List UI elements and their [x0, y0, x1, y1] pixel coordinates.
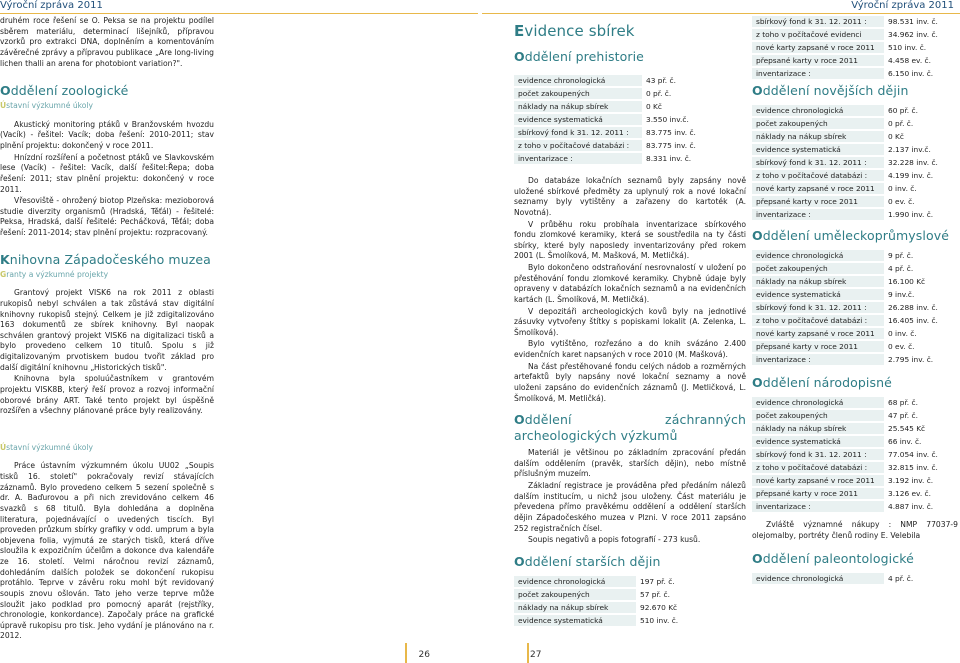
stats-label: sbírkový fond k 31. 12. 2011 : [514, 127, 642, 138]
stats-label: náklady na nákup sbírek [752, 276, 884, 287]
stats-label: sbírkový fond k 31. 12. 2011 : [752, 16, 884, 27]
stats-value: 9 př. č. [884, 250, 958, 261]
stats-value: 510 inv. č. [884, 42, 958, 53]
stats-row [752, 16, 958, 27]
modern-history-stats-table [752, 103, 958, 222]
header-title-right: Výroční zpráva 2011 [851, 0, 954, 11]
stats-value: 3.126 ev. č. [884, 488, 958, 499]
stats-row [752, 423, 958, 434]
stats-value: 16.405 inv. č. [884, 315, 958, 326]
stats-row [752, 436, 958, 447]
rescue-archaeology-paragraph-2: Základní registrace je prováděna před předáním nálezů dalším institucím, u nichž jsou uloženy. Část materiálu je převedena přímo pravěkému oddělení a oddělení starších dějin Západočeského muzea v Plzni. V roce 2011 zapsáno 252 registračních čísel. [514, 481, 746, 533]
prehistory-title: Oddělení prehistorie [514, 49, 644, 64]
stats-label: přepsané karty v roce 2011 [752, 55, 884, 66]
stats-row [752, 29, 958, 40]
stats-label: přepsané karty v roce 2011 [752, 196, 884, 207]
stats-label: evidence systematická [752, 144, 884, 155]
stats-row [752, 462, 958, 473]
evidence-title: Evidence sbírek [514, 22, 635, 40]
stats-value: 0 ev. č. [884, 196, 958, 207]
stats-row [752, 302, 958, 313]
stats-label: evidence systematická [752, 436, 884, 447]
stats-value: 34.962 inv. č. [884, 29, 958, 40]
library-paragraph-3: Práce ústavním výzkumném úkolu UU02 „Soupis tisků 16. století" pokračovaly revizí stávajících záznamů. Bylo provedeno celkem 5 sezení společně s dr. A. Baďurovou a při nich zrevidováno celkem 46 svazků s 68 titulů. Byla dohledána a doplněna literatura, pojednávající o uvedených tiscích. Byl proveden průzkum sbírky grafiky v odd. umprum a byla objevena folia, vyjmutá ze starých tisků, která dříve sloužila k expozičním účelům a dokonce dva kalendáře ze 16. století. Velmi náročnou revizí záznamů, dohledáním dalších položek se dokončení rukopisu protáhlo. Teprve v závěru roku mohl být revidovaný soupis znovu ošlován. Tato jeho verze teprve může sloužit jako podklad pro pomocný aparát (rejstříky, chronologie, konkordance). Započaly práce na grafické úpravě rukopisu pro tisk. Jeho vydání je plánováno na r. 2012. [0, 461, 214, 641]
stats-row [752, 68, 958, 79]
stats-label: sbírkový fond k 31. 12. 2011 : [752, 157, 884, 168]
stats-value: 2.795 inv. č. [884, 354, 958, 365]
stats-value: 25.545 Kč [884, 423, 958, 434]
stats-label: evidence chronologická [514, 576, 636, 587]
stats-row [752, 55, 958, 66]
zoology-paragraph-2: Hnízdní rozšíření a početnost ptáků ve Slavkovském lese (Vacík) - řešitel: Vacík, další řešitel:Řepa; doba řešení: 2011; stav plnění projektu: dokončený v roce 2011. [0, 152, 214, 194]
page-header [0, 0, 960, 13]
stats-value: 57 př. č. [636, 589, 746, 600]
stats-value: 92.670 Kč [636, 602, 746, 613]
stats-label: nové karty zapsané v roce 2011 [752, 183, 884, 194]
stats-row [752, 328, 958, 339]
stats-row [514, 153, 746, 164]
prehistory-paragraph-5: Bylo vytištěno, rozřezáno a do knih svázáno 2.400 evidenčních karet napsaných v roce 2010 (M. Mašková). [514, 339, 746, 359]
stats-label: nové karty zapsané v roce 2011 [752, 42, 884, 53]
stats-row [752, 449, 958, 460]
stats-value: 83.775 inv. č. [642, 140, 746, 151]
prehistory-paragraph-3: Bylo dokončeno odstraňování nesrovnalostí v uložení po přestěhování fondu zlomkové keramiky. Chybně údaje byly opraveny v databázích lokačních seznamů a na evidenčních kartách (L. Šmolíková, M. Metličká). [514, 263, 746, 304]
rescue-archaeology-paragraph-1: Materiál je většinou po základním zpracování předán dalším oddělením (pravěk, starších dějin), nebo místně příslušným muzeím. [514, 448, 746, 479]
stats-row [514, 615, 746, 626]
ethnography-title: Oddělení národopisné [752, 375, 892, 390]
stats-label: z toho v počítačové databázi : [514, 140, 642, 151]
stats-label: inventarizace : [752, 501, 884, 512]
stats-value: 66 inv. č. [884, 436, 958, 447]
stats-label: přepsané karty v roce 2011 [752, 488, 884, 499]
stats-value: 3.550 inv.č. [642, 114, 746, 125]
stats-row [752, 42, 958, 53]
library-subtitle: Granty a výzkumné projekty [0, 269, 109, 279]
stats-value: 4.199 inv. č. [884, 170, 958, 181]
stats-row [752, 475, 958, 486]
stats-value: 0 př. č. [884, 118, 958, 129]
stats-label: náklady na nákup sbírek [514, 602, 636, 613]
stats-row [514, 101, 746, 112]
ethnography-note: Zvláště významné nákupy : NMP 77037-9 olejomalby, portréty členů rodiny E. Velebila [752, 520, 958, 540]
stats-label: z toho v počítačové evidenci [752, 29, 884, 40]
paleontology-title: Oddělení paleontologické [752, 551, 914, 567]
stats-value: 47 př. č. [884, 410, 958, 421]
library-paragraph-2: Knihovna byla spoluúčastníkem v grantovém projektu VISK8B, který řeší provoz a rozvoj informační oborové brány ART. Také tento projekt byl úspěšně rozšířen a všechny plánované práce byly realizovány. [0, 374, 214, 416]
stats-label: náklady na nákup sbírek [514, 101, 642, 112]
stats-label: evidence systematická [514, 615, 636, 626]
stats-label: počet zakoupených [752, 263, 884, 274]
stats-row [514, 602, 746, 613]
stats-value: 60 př. č. [884, 105, 958, 116]
stats-label: z toho v počítačové databázi : [752, 315, 884, 326]
page-27-column-right [752, 16, 958, 586]
stats-row [514, 88, 746, 99]
stats-row [752, 263, 958, 274]
stats-label: evidence chronologická [752, 397, 884, 408]
stats-label: inventarizace : [752, 354, 884, 365]
stats-row [752, 501, 958, 512]
stats-row [752, 144, 958, 155]
stats-row [752, 209, 958, 220]
stats-row [752, 118, 958, 129]
stats-row [752, 276, 958, 287]
stats-label: evidence systematická [752, 289, 884, 300]
stats-value: 16.100 Kč [884, 276, 958, 287]
stats-row [752, 196, 958, 207]
stats-value: 9 inv.č. [884, 289, 958, 300]
stats-label: inventarizace : [514, 153, 642, 164]
stats-row [752, 105, 958, 116]
older-history-title: Oddělení starších dějin [514, 553, 661, 569]
stats-value: 8.331 inv. č. [642, 153, 746, 164]
page-number-right: 27 [530, 650, 542, 660]
page-26-column [0, 16, 214, 643]
stats-row [514, 576, 746, 587]
stats-row [752, 573, 958, 584]
zoology-subtitle: Ústavní výzkumné úkoly [0, 101, 94, 111]
prehistory-paragraph-4: V depozitáři archeologických kovů byly na jednotlivé zásuvky vytvořeny štítky s popiskami lokalit (A. Zelenka, L. Šmolíková). [514, 306, 746, 337]
prehistory-paragraph-1: Do databáze lokačních seznamů byly zapsány nově uložené sbírkové předměty za uplynulý rok a nové lokační seznamy byly vytištěny a zařazeny do kartoték (A. Novotná). [514, 176, 746, 217]
stats-row [752, 410, 958, 421]
stats-label: inventarizace : [752, 68, 884, 79]
stats-value: 0 př. č. [642, 88, 746, 99]
stats-row [752, 157, 958, 168]
library-subtitle-2: Ústavní výzkumné úkoly [0, 442, 94, 452]
stats-row [752, 488, 958, 499]
stats-value: 43 př. č. [642, 75, 746, 86]
stats-value: 4.458 ev. č. [884, 55, 958, 66]
stats-label: z toho v počítačové databázi : [752, 170, 884, 181]
stats-label: náklady na nákup sbírek [752, 423, 884, 434]
stats-value: 2.137 inv.č. [884, 144, 958, 155]
stats-value: 32.815 inv. č. [884, 462, 958, 473]
stats-label: počet zakoupených [514, 88, 642, 99]
stats-label: sbírkový fond k 31. 12. 2011 : [752, 449, 884, 460]
stats-row [752, 397, 958, 408]
stats-row [514, 75, 746, 86]
stats-value: 1.990 inv. č. [884, 209, 958, 220]
stats-value: 0 Kč [884, 131, 958, 142]
zoology-title: Oddělení zoologické [0, 83, 129, 99]
stats-row [514, 140, 746, 151]
stats-value: 0 inv. č. [884, 328, 958, 339]
stats-row [752, 315, 958, 326]
page-number-bar-left [405, 643, 407, 663]
stats-label: počet zakoupených [752, 410, 884, 421]
stats-value: 32.228 inv. č. [884, 157, 958, 168]
older-history-stats-table [514, 574, 746, 628]
stats-value: 98.531 inv. č. [884, 16, 958, 27]
page-27-column-left [514, 16, 746, 628]
stats-label: počet zakoupených [514, 589, 636, 600]
page-number-bar-right [527, 643, 529, 663]
stats-label: nové karty zapsané v roce 2011 [752, 475, 884, 486]
stats-row [514, 127, 746, 138]
stats-label: počet zakoupených [752, 118, 884, 129]
prehistory-paragraph-2: V průběhu roku probíhala inventarizace sbírkového fondu zlomkové keramiky, která se soustředila na ty části sbírky, které byly naposledy inventarizovány před rokem 2001 (L. Šmolíková, M. Mašková, M. Metličká). [514, 219, 746, 261]
stats-value: 4 př. č. [884, 263, 958, 274]
stats-value: 197 př. č. [636, 576, 746, 587]
stats-row [514, 114, 746, 125]
prehistory-stats-table [514, 73, 746, 166]
rescue-archaeology-title: Oddělení záchranných archeologických výzkumů [514, 412, 746, 444]
stats-value: 3.192 inv. č. [884, 475, 958, 486]
stats-label: evidence chronologická [752, 250, 884, 261]
stats-row [752, 289, 958, 300]
stats-label: inventarizace : [752, 209, 884, 220]
stats-row [752, 131, 958, 142]
ethnography-stats-table [752, 395, 958, 514]
header-rule-left [0, 13, 478, 14]
stats-label: evidence chronologická [752, 573, 884, 584]
stats-row [752, 354, 958, 365]
stats-label: evidence systematická [514, 114, 642, 125]
stats-value: 6.150 inv. č. [884, 68, 958, 79]
stats-value: 77.054 inv. č. [884, 449, 958, 460]
stats-value: 4 př. č. [884, 573, 958, 584]
stats-label: sbírkový fond k 31. 12. 2011 : [752, 302, 884, 313]
stats-value: 26.288 inv. č. [884, 302, 958, 313]
stats-label: přepsané karty v roce 2011 [752, 341, 884, 352]
header-title-left: Výroční zpráva 2011 [0, 0, 103, 11]
stats-row [752, 183, 958, 194]
stats-value: 0 ev. č. [884, 341, 958, 352]
stats-label: náklady na nákup sbírek [752, 131, 884, 142]
applied-arts-title: Oddělení uměleckoprůmyslové [752, 228, 949, 243]
prehistory-paragraph-6: Na část přestěhované fondu celých nádob a rozměrných artefaktů byly napsány nové lokační seznamy a nově uloženi zapsáno do evidenčních záznamů (J. Metličková, L. Šmolíková, M. Metličká). [514, 361, 746, 403]
stats-row [752, 250, 958, 261]
stats-value: 4.887 inv. č. [884, 501, 958, 512]
paleontology-stats-table [752, 571, 958, 586]
zoology-paragraph-1: Akustický monitoring ptáků v Branžovském hvozdu (Vacík) - řešitel: Vacík; doba řešení: 2010-2011; stav plnění projektu: dokončený v roce 2011. [0, 119, 214, 150]
stats-label: evidence chronologická [752, 105, 884, 116]
stats-label: evidence chronologická [514, 75, 642, 86]
stats-row [752, 341, 958, 352]
stats-label: nové karty zapsané v roce 2011 [752, 328, 884, 339]
continued-stats-table [752, 14, 958, 81]
stats-value: 68 př. č. [884, 397, 958, 408]
library-title: Knihovna Západočeského muzea [0, 251, 211, 267]
rescue-archaeology-paragraph-3: Soupis negativů a popis fotografií - 273 kusů. [528, 535, 701, 545]
stats-value: 510 inv. č. [636, 615, 746, 626]
applied-arts-stats-table [752, 248, 958, 367]
stats-row [752, 170, 958, 181]
stats-value: 0 inv. č. [884, 183, 958, 194]
stats-row [514, 589, 746, 600]
stats-value: 83.775 inv. č. [642, 127, 746, 138]
stats-label: z toho v počítačové databázi : [752, 462, 884, 473]
intro-paragraph: druhém roce řešení se O. Peksa se na projektu podílel sběrem materiálu, determinací lišejníků, přípravou vzorků pro extrakci DNA, doplněním a komentováním závěrečné zprávy a přípravou publikace „Are long-living lichen thalli an arena for photobiont variation?". [0, 16, 214, 68]
modern-history-title: Oddělení novějších dějin [752, 83, 909, 98]
page-number-left: 26 [418, 650, 430, 660]
stats-value: 0 Kč [642, 101, 746, 112]
zoology-paragraph-3: Vřesoviště - ohrožený biotop Plzeňska: mezioborová studie diverzity organismů (Hradská, Těťál) - řešitelé: Peksa, Hradská, další řešitelé: Pecháčková, Těťál; doba řešení: 2011-2014; stav plnění projektu: rozpracovaný. [0, 196, 214, 237]
library-paragraph-1: Grantový projekt VISK6 na rok 2011 z oblasti rukopisů nebyl schválen a tak zůstává stav digitální knihovny rukopisů stejný. Celkem je již zdigitalizováno 163 dokumentů ze sbírek knihovny. Byl naopak schválen grantový projekt VISK6 na digitalizaci tisků a bylo provedeno celkem 10 titulů. Spolu s již digitalizovaným prvotiskem budou tvořit základ pro další digitální knihovnu „Historických tisků". [0, 288, 214, 372]
